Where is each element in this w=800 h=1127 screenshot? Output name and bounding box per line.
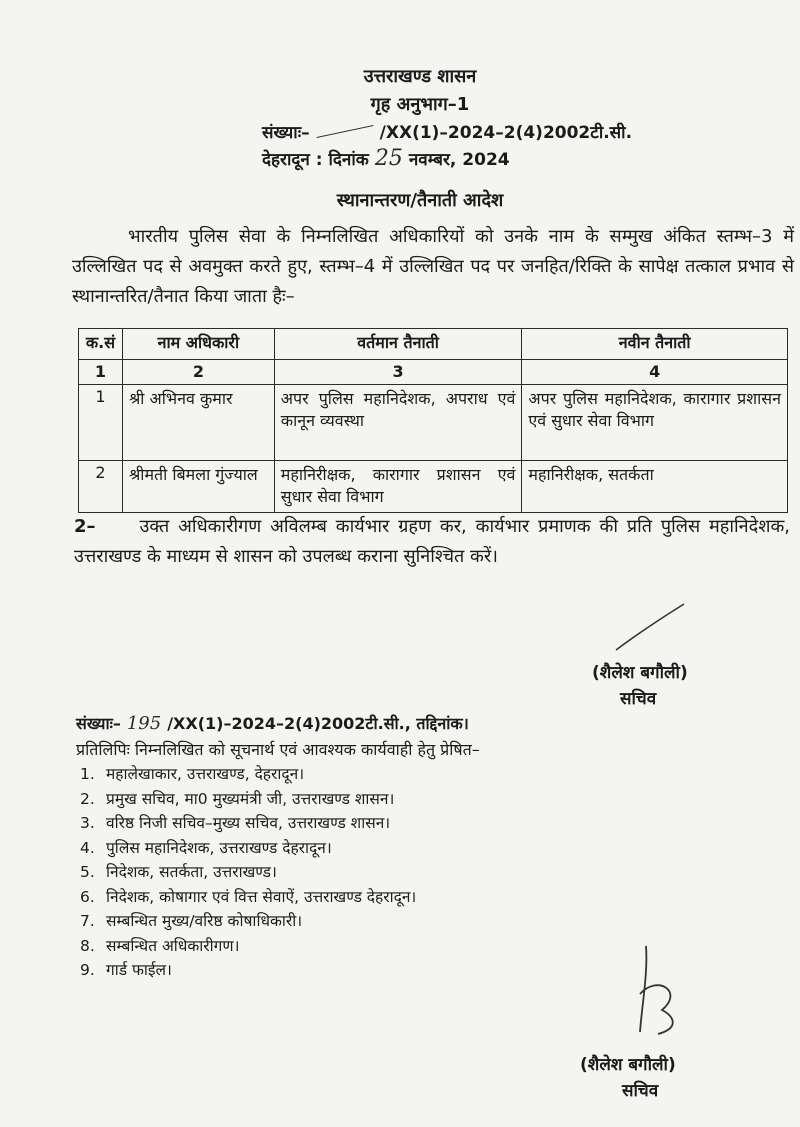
list-item: 1. महालेखाकार, उत्तराखण्ड, देहरादून। xyxy=(80,765,305,783)
table-header-row xyxy=(79,329,788,360)
row-current-post: महानिरीक्षक, कारागार प्रशासन एवं सुधार सेवा विभाग xyxy=(274,461,522,513)
col-number: 3 xyxy=(274,360,522,385)
list-item: 7. सम्बन्धित मुख्य/वरिष्ठ कोषाधिकारी। xyxy=(80,912,303,930)
signature-stroke-2 xyxy=(618,934,708,1044)
list-item: 6. निदेशक, कोषागार एवं वित्त सेवाऐं, उत्तराखण्ड देहरादून। xyxy=(80,887,417,906)
intro-paragraph: भारतीय पुलिस सेवा के निम्नलिखित अधिकारियों को उनके नाम के सम्मुख अंकित स्तम्भ–3 में उल्लिखित पद से अवमुक्त करते हुए, स्तम्भ–4 में उल्लिखित पद पर जनहित/रिक्ति के सापेक्ष तत्काल प्रभाव से स्थानान्तरित/तैनात किया जाता हैः– xyxy=(72,226,794,307)
signature-stroke-1 xyxy=(612,598,692,658)
signatory-name-2: (शैलेश बगौली) xyxy=(580,1055,676,1075)
transfer-table xyxy=(78,328,788,513)
date-day-handwritten: 25 xyxy=(374,146,403,171)
list-item: 5. निदेशक, सतर्कता, उत्तराखण्ड। xyxy=(80,863,277,881)
column-number-row xyxy=(79,360,788,385)
list-item: 4. पुलिस महानिदेशक, उत्तराखण्ड देहरादून। xyxy=(80,838,332,857)
row-sn: 1 xyxy=(79,385,123,461)
department-title: गृह अनुभाग–1 xyxy=(370,94,470,115)
paragraph-2 xyxy=(74,512,790,572)
date-suffix: नवम्बर, 2024 xyxy=(408,150,510,170)
list-item: 9. गार्ड फाईल। xyxy=(80,961,172,979)
row-new-post: अपर पुलिस महानिदेशक, कारागार प्रशासन एवं सुधार सेवा विभाग xyxy=(522,385,788,461)
order-number xyxy=(262,120,632,143)
handwritten-dash xyxy=(316,124,373,137)
row-current-post: अपर पुलिस महानिदेशक, अपराध एवं कानून व्यवस्था xyxy=(274,385,522,461)
copy-to-line: प्रतिलिपिः निम्नलिखित को सूचनार्थ एवं आवश्यक कार्यवाही हेतु प्रेषित– xyxy=(76,740,480,759)
government-title: उत्तराखण्ड शासन xyxy=(363,66,477,87)
list-item: 8. सम्बन्धित अधिकारीगण। xyxy=(80,936,240,955)
table-row xyxy=(79,385,788,461)
signatory-designation-2: सचिव xyxy=(622,1081,659,1101)
order-date xyxy=(262,146,510,171)
signatory-designation: सचिव xyxy=(620,689,657,709)
order-number-suffix: /XX(1)–2024–2(4)2002टी.सी. xyxy=(379,123,633,143)
row-name: श्रीमती बिमला गुंज्याल xyxy=(122,461,274,513)
col-number: 2 xyxy=(122,360,274,385)
list-item: 3. वरिष्ठ निजी सचिव–मुख्य सचिव, उत्तराखण्ड शासन। xyxy=(80,814,391,832)
signatory-name: (शैलेश बगौली) xyxy=(592,663,688,683)
paragraph-2-text: उक्त अधिकारीगण अविलम्ब कार्यभार ग्रहण कर, कार्यभार प्रमाणक की प्रति पुलिस महानिदेशक, उत्तराखण्ड के माध्यम से शासन को उपलब्ध कराना सुनिश्चित करें। xyxy=(74,516,790,567)
list-item: 2. प्रमुख सचिव, मा0 मुख्यमंत्री जी, उत्तराखण्ड शासन। xyxy=(80,789,395,808)
recipient-list xyxy=(80,762,416,983)
col-header-sn: क.सं xyxy=(79,329,123,360)
endorsement-number-handwritten: 195 xyxy=(126,713,162,734)
order-heading: स्थानान्तरण/तैनाती आदेश xyxy=(336,190,504,211)
col-number: 1 xyxy=(79,360,123,385)
col-header-name: नाम अधिकारी xyxy=(122,329,274,360)
row-name: श्री अभिनव कुमार xyxy=(122,385,274,461)
endorsement-number xyxy=(76,712,469,734)
date-prefix: देहरादून : दिनांक xyxy=(262,150,369,170)
col-header-current: वर्तमान तैनाती xyxy=(274,329,522,360)
endorsement-number-suffix: /XX(1)–2024–2(4)2002टी.सी., तद्दिनांक। xyxy=(167,714,469,733)
row-new-post: महानिरीक्षक, सतर्कता xyxy=(522,461,788,513)
order-number-prefix: संख्याः– xyxy=(262,123,310,143)
row-sn: 2 xyxy=(79,461,123,513)
endorsement-number-prefix: संख्याः– xyxy=(76,714,121,733)
col-header-new: नवीन तैनाती xyxy=(522,329,788,360)
col-number: 4 xyxy=(522,360,788,385)
table-row xyxy=(79,461,788,513)
paragraph-number: 2– xyxy=(74,516,96,537)
